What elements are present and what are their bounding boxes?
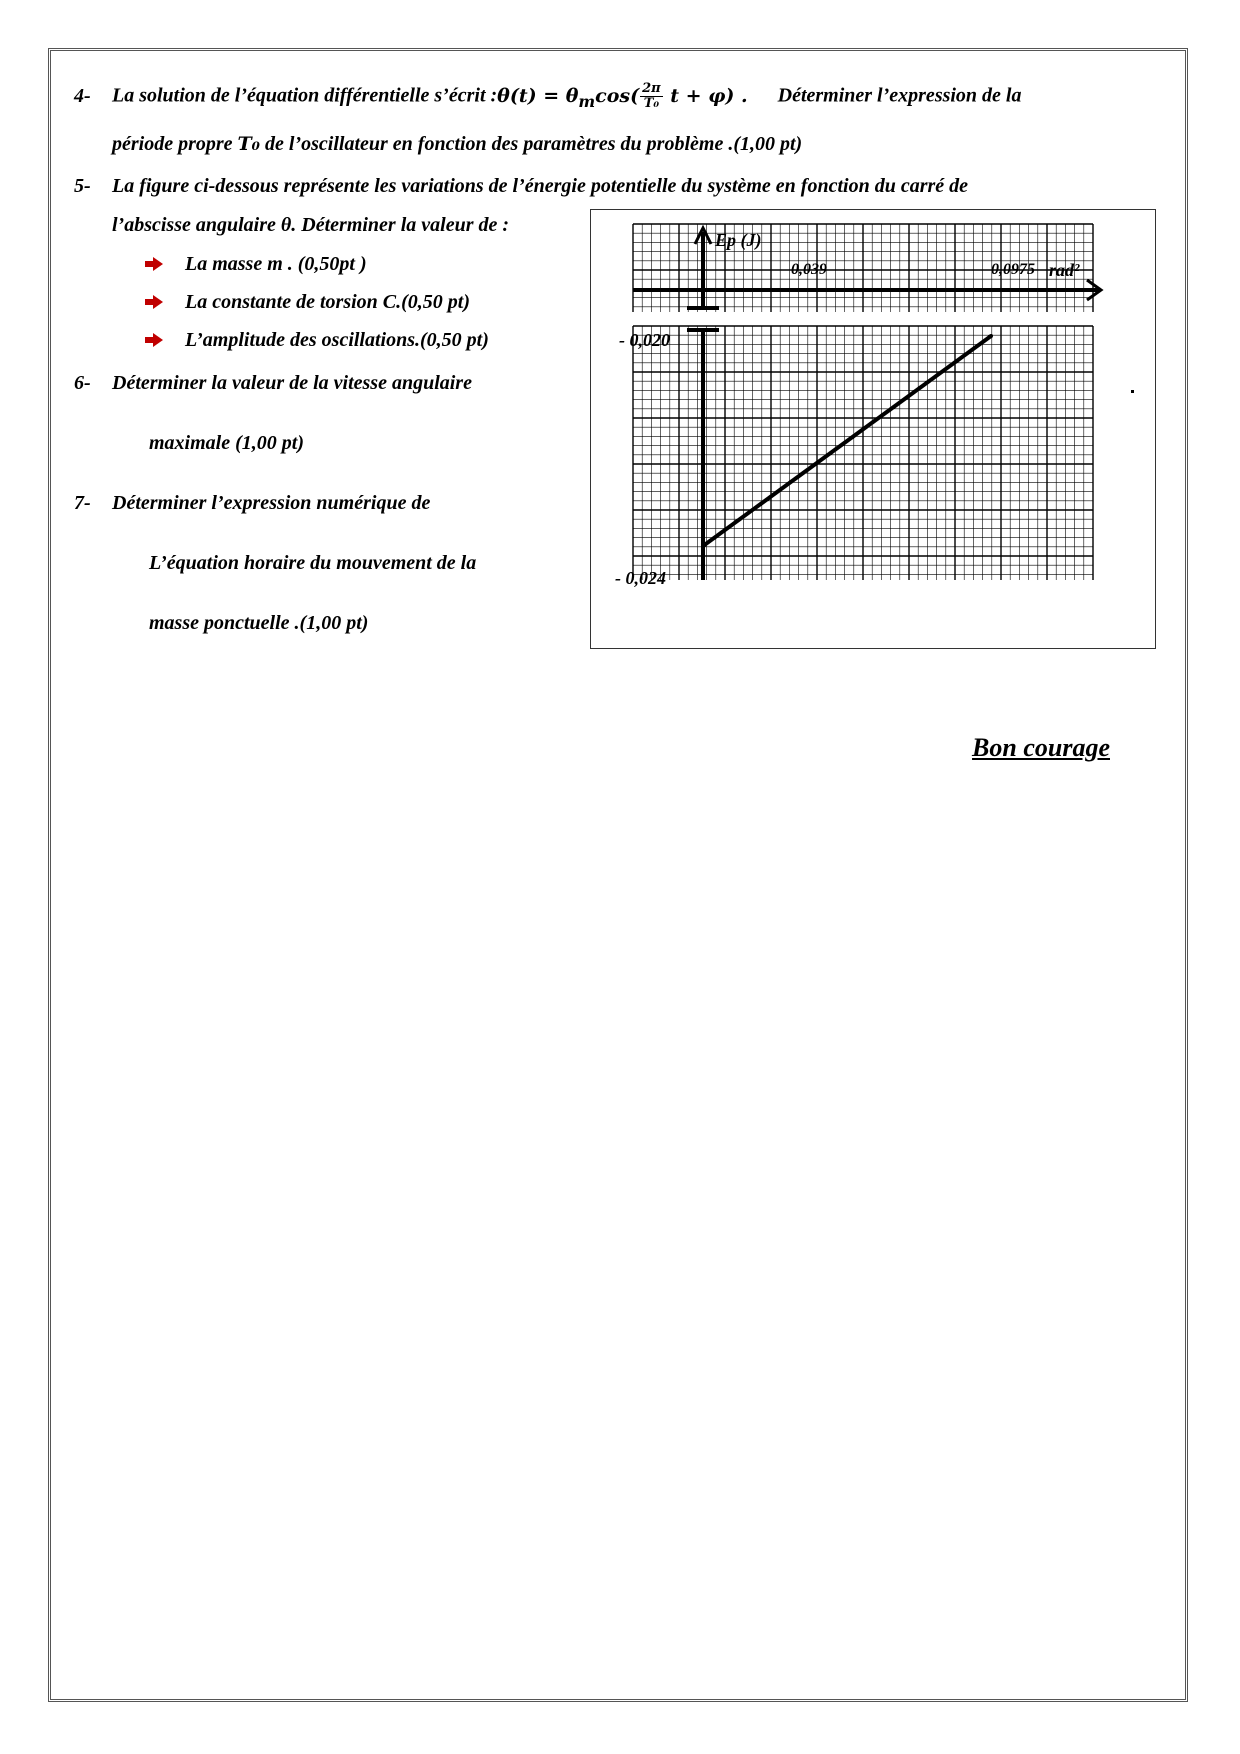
q7-line1 [74, 492, 430, 515]
q5-line2-text: l’abscisse angulaire θ. Déterminer la valeur de : [112, 214, 510, 236]
q5-bullet-text: L’amplitude des oscillations.(0,50 pt) [185, 329, 489, 351]
q5-bullet-amplitude [153, 329, 489, 352]
q7-line3-text: masse ponctuelle .(1,00 pt) [149, 612, 369, 634]
q4-formula-sub: m [578, 91, 596, 111]
red-arrow-icon [153, 333, 163, 347]
x-tick-label: 0,039 [791, 261, 827, 278]
q4-text-before: La solution de l’équation différentielle s’écrit : [112, 84, 498, 107]
q5-bullet-text: La constante de torsion C.(0,50 pt) [185, 291, 471, 313]
red-arrow-icon [153, 257, 163, 271]
q5-line2 [112, 214, 509, 237]
q4-frac-num: 2π [642, 81, 661, 96]
q4-frac-den: T₀ [643, 96, 660, 111]
q4-line2-after: de l’oscillateur en fonction des paramètres du problème .(1,00 pt) [260, 133, 803, 155]
q4-fraction [640, 82, 663, 111]
q4-line2-before: période propre [112, 133, 238, 155]
q4-number: 4- [74, 84, 91, 107]
y-tick-label: - 0,024 [615, 568, 666, 588]
q5-bullet-text: La masse m . (0,50pt ) [185, 253, 367, 275]
q6-number: 6- [74, 372, 91, 394]
closing-text: Bon courage [972, 733, 1110, 762]
q6-line1 [74, 372, 472, 395]
y-axis-label: Ep (J) [715, 230, 762, 250]
figure-box [590, 209, 1156, 649]
x-tick-label: 0,0975 [991, 261, 1035, 278]
ep-data-line [703, 336, 991, 546]
q4-formula-cos: cos( [595, 84, 640, 107]
data-point [701, 544, 705, 548]
q7-line3 [149, 612, 368, 635]
q5-bullet-torsion [153, 291, 470, 314]
q5-line1-text: La figure ci-dessous représente les variations de l’énergie potentielle du système en fonction du carré de [112, 175, 969, 197]
q6-line2-text: maximale (1,00 pt) [149, 432, 304, 454]
q6-line2 [149, 432, 304, 455]
q7-line1-text: Déterminer l’expression numérique de [112, 492, 431, 514]
q4-line2-sym: T₀ [237, 133, 261, 155]
y-tick-label: - 0,020 [619, 330, 670, 350]
q4-formula-lhs: θ(t) = θ [497, 84, 579, 107]
q4-line1 [74, 82, 1022, 111]
q7-line2-text: L’équation horaire du mouvement de la [149, 552, 477, 574]
q5-line1 [74, 175, 968, 198]
q4-text-after: Déterminer l’expression de la [777, 84, 1022, 107]
q7-number: 7- [74, 492, 91, 514]
q7-line2 [149, 552, 476, 575]
q4-formula [497, 81, 748, 111]
q4-formula-rest: t + φ) . [663, 84, 748, 107]
q6-line1-text: Déterminer la valeur de la vitesse angulaire [112, 372, 472, 394]
q5-bullet-mass [153, 253, 367, 276]
ep-chart [591, 210, 1155, 648]
x-axis-label: rad² [1049, 260, 1080, 280]
red-arrow-icon [153, 295, 163, 309]
stray-dot [1131, 390, 1134, 393]
q5-number: 5- [74, 175, 91, 197]
q4-line2 [112, 133, 802, 156]
data-point [989, 334, 993, 338]
